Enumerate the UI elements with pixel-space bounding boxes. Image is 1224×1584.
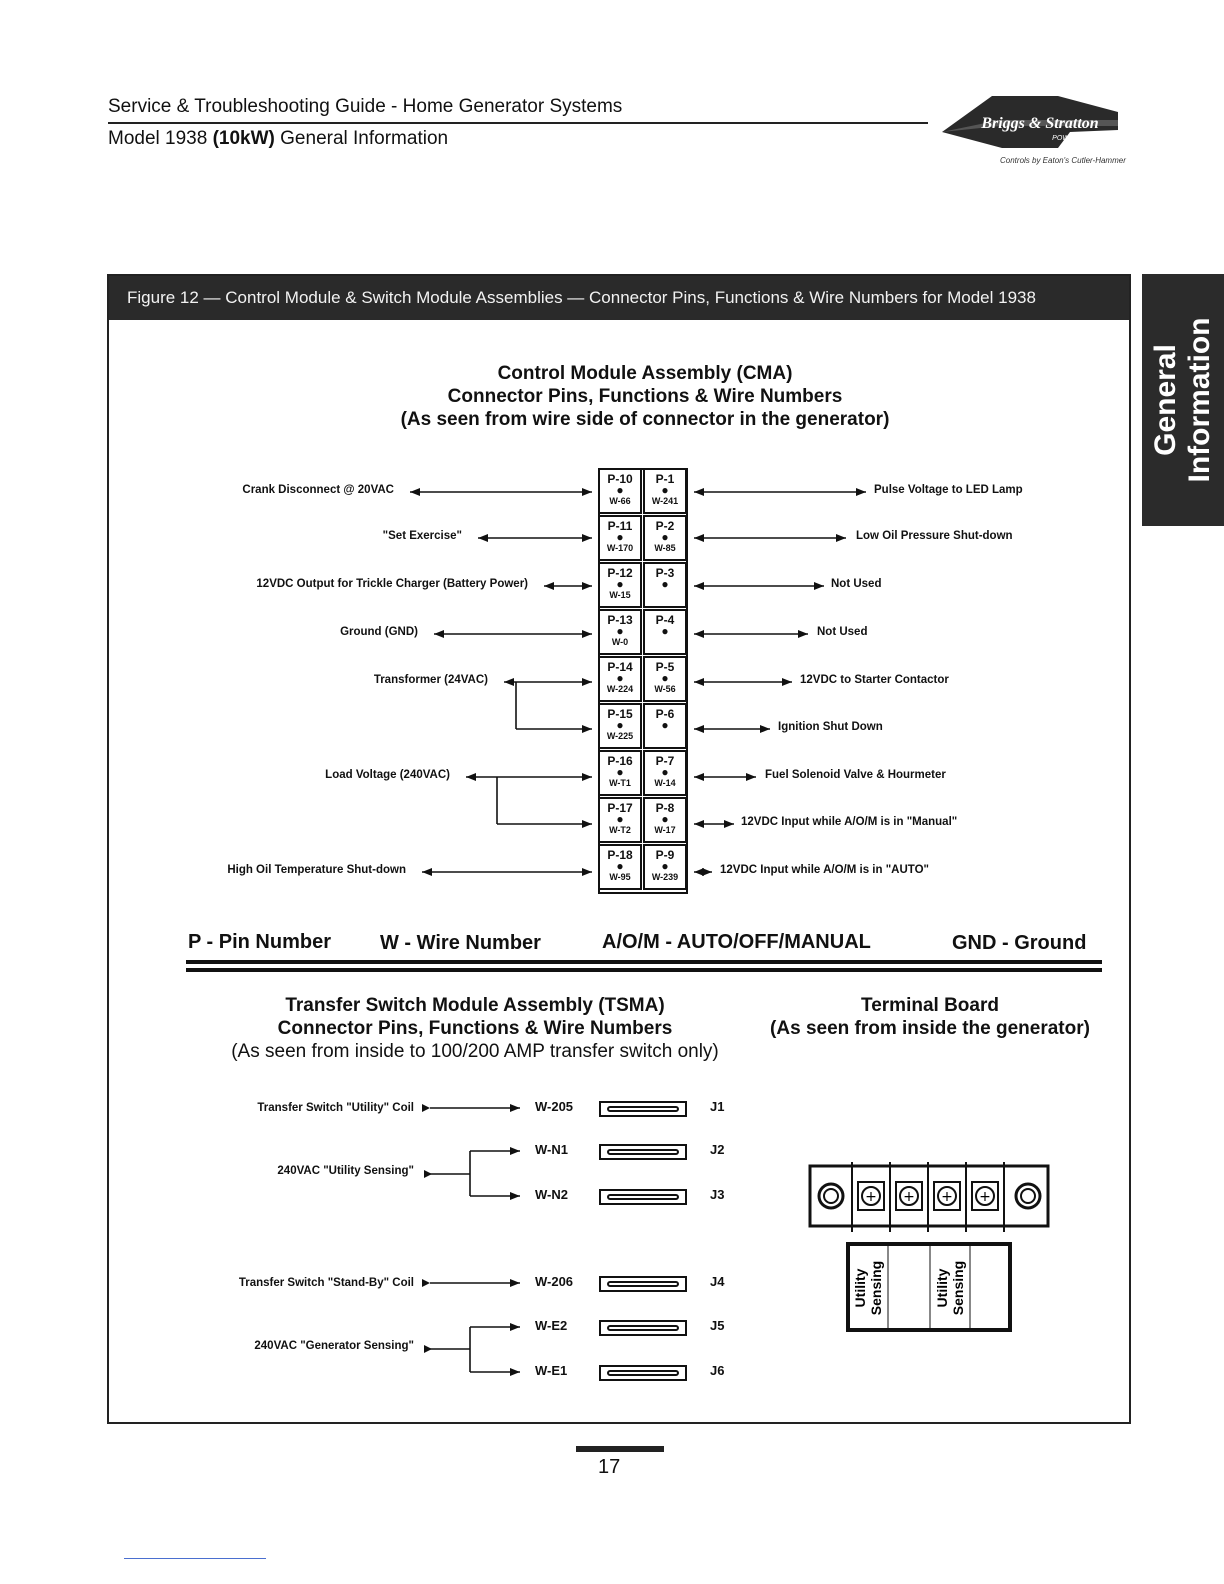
terminal-plus-3 (934, 1182, 960, 1210)
tsma-wire-number: W-205 (535, 1099, 574, 1114)
arrow-tail (422, 1279, 430, 1287)
pin-number: P-12 (607, 566, 633, 580)
pin-dot: ● (661, 718, 669, 732)
wire-number: W-14 (654, 778, 676, 788)
utility-sensing-2 (934, 1261, 966, 1315)
legend-pin: P - Pin Number (188, 931, 331, 953)
pin-dot: ● (661, 577, 669, 591)
terminal-plus-1 (858, 1182, 884, 1210)
cma-function-right: Pulse Voltage to LED Lamp (874, 484, 1023, 496)
pin-number: P-2 (655, 519, 675, 533)
pin-dot: ● (616, 530, 624, 544)
pin-dot: ● (661, 812, 669, 826)
pin-dot: ● (616, 577, 624, 591)
section-tab-line1: General (1149, 344, 1182, 456)
arrowhead (510, 1368, 520, 1376)
terminal-board (806, 1158, 1052, 1338)
svg-text:+: + (979, 1189, 991, 1205)
wire-number: W-170 (606, 543, 634, 553)
svg-text:Utility: Utility (934, 1268, 950, 1308)
page-number-bar (576, 1446, 664, 1452)
pin-number: P-5 (655, 660, 675, 674)
logo-text: Briggs & Stratton (981, 115, 1099, 132)
wire-number: W-239 (651, 872, 679, 882)
tsma-connector-slot (599, 1144, 687, 1160)
model-prefix: Model 1938 (108, 128, 213, 149)
arrowhead (510, 1279, 520, 1287)
wire-number: W-T2 (609, 825, 631, 835)
svg-text:+: + (941, 1189, 953, 1205)
utility-sensing-1 (852, 1261, 884, 1315)
terminal-board-title-line2: (As seen from inside the generator) (770, 1018, 1090, 1039)
page-number: 17 (598, 1456, 621, 1478)
terminal-board-title-line1: Terminal Board (861, 995, 999, 1016)
pin-number: P-8 (655, 801, 675, 815)
tsma-connector-slot (599, 1189, 687, 1205)
tsma-connector-slot (599, 1320, 687, 1336)
wire-number: W-224 (606, 684, 634, 694)
pin-number: P-18 (607, 848, 633, 862)
section-tab-line2: Information (1183, 317, 1216, 483)
tsma-jack-label: J5 (710, 1318, 725, 1333)
cma-title-line3: (As seen from wire side of connector in the generator) (400, 409, 890, 430)
pin-dot: ● (661, 530, 669, 544)
arrowhead (510, 1323, 520, 1331)
tsma-jack-label: J6 (710, 1363, 725, 1378)
svg-text:Sensing: Sensing (868, 1260, 884, 1316)
tsma-title-line2: Connector Pins, Functions & Wire Numbers (277, 1018, 673, 1039)
tsma-jack-label: J4 (710, 1274, 725, 1289)
arrowhead (510, 1104, 520, 1112)
header-guide-title: Service & Troubleshooting Guide - Home Generator Systems (108, 96, 623, 117)
cma-function-right: Fuel Solenoid Valve & Hourmeter (765, 769, 946, 781)
cma-function-left: "Set Exercise" (382, 530, 462, 542)
tsma-jack-label: J3 (710, 1187, 725, 1202)
cma-function-right: Not Used (831, 578, 882, 590)
legend-gnd: GND - Ground (952, 932, 1087, 954)
utility-coil-label: Transfer Switch "Utility" Coil (257, 1102, 414, 1114)
arrowhead (510, 1192, 520, 1200)
model-power: (10kW) (212, 128, 275, 149)
arrow-tail (422, 1104, 430, 1112)
generator-sensing-label: 240VAC "Generator Sensing" (254, 1340, 414, 1352)
tsma-title-line3: (As seen from inside to 100/200 AMP transfer switch only) (231, 1041, 719, 1062)
footer-link-rule (124, 1558, 266, 1559)
pin-dot: ● (661, 859, 669, 873)
cma-function-right: 12VDC Input while A/O/M is in "Manual" (741, 816, 958, 828)
tsma-connector-slot (599, 1101, 687, 1117)
cma-function-left: Load Voltage (240VAC) (325, 769, 450, 781)
svg-text:+: + (865, 1189, 877, 1205)
pin-number: P-9 (655, 848, 675, 862)
wire-number: W-T1 (609, 778, 631, 788)
pin-number: P-4 (655, 613, 675, 627)
pin-dot: ● (616, 765, 624, 779)
tsma-connector-slot (599, 1365, 687, 1381)
wire-number: W-241 (651, 496, 679, 506)
pin-number: P-14 (607, 660, 633, 674)
pin-dot: ● (616, 671, 624, 685)
cma-function-left: 12VDC Output for Trickle Charger (Battery Power) (256, 578, 528, 590)
pin-number: P-13 (607, 613, 633, 627)
cma-function-right: Not Used (817, 626, 868, 638)
wire-number: W-17 (654, 825, 676, 835)
tsma-connector-slot (599, 1276, 687, 1292)
figure-title: Figure 12 — Control Module & Switch Module Assemblies — Connector Pins, Functions & Wire Numbers for Model 1938 (109, 276, 1129, 320)
pin-number: P-11 (607, 519, 633, 533)
pin-number: P-1 (655, 472, 675, 486)
cma-function-right: 12VDC to Starter Contactor (800, 674, 949, 686)
cma-function-left: Crank Disconnect @ 20VAC (242, 484, 394, 496)
wire-number: W-15 (609, 590, 631, 600)
cma-title-line2: Connector Pins, Functions & Wire Numbers (447, 386, 843, 407)
arrowhead (510, 1147, 520, 1155)
tsma-jack-label: J1 (710, 1099, 725, 1114)
pin-dot: ● (661, 624, 669, 638)
pin-dot: ● (616, 812, 624, 826)
pin-dot: ● (661, 671, 669, 685)
logo-tagline: Controls by Eaton's Cutler-Hammer (1000, 156, 1126, 165)
pin-number: P-6 (655, 707, 675, 721)
cma-title-line1: Control Module Assembly (CMA) (497, 363, 793, 384)
legend-wire: W - Wire Number (380, 932, 541, 954)
cma-function-left: Transformer (24VAC) (373, 674, 488, 686)
wire-number: W-66 (609, 496, 631, 506)
wire-number: W-56 (654, 684, 676, 694)
tsma-wire-number: W-N1 (535, 1142, 568, 1157)
tsma-wire-number: W-E2 (535, 1318, 568, 1333)
tsma-wire-number: W-E1 (535, 1363, 568, 1378)
legend-aom: A/O/M - AUTO/OFF/MANUAL (602, 931, 871, 953)
cma-function-left: Ground (GND) (340, 626, 418, 638)
cma-function-right: Ignition Shut Down (778, 721, 883, 733)
svg-text:Utility: Utility (852, 1268, 868, 1308)
terminal-plus-4 (972, 1182, 998, 1210)
cma-function-right: 12VDC Input while A/O/M is in "AUTO" (720, 864, 929, 876)
cma-function-left: High Oil Temperature Shut-down (227, 864, 406, 876)
pin-dot: ● (661, 483, 669, 497)
terminal-plus-2 (896, 1182, 922, 1210)
tsma-jack-label: J2 (710, 1142, 725, 1157)
pin-dot: ● (616, 624, 624, 638)
cma-function-right: Low Oil Pressure Shut-down (856, 530, 1013, 542)
pin-number: P-15 (607, 707, 633, 721)
wire-number: W-95 (609, 872, 631, 882)
svg-text:+: + (903, 1189, 915, 1205)
pin-number: P-10 (607, 472, 633, 486)
wire-number: W-0 (611, 637, 629, 647)
wire-number: W-85 (654, 543, 676, 553)
svg-text:Sensing: Sensing (950, 1260, 966, 1316)
pin-number: P-17 (607, 801, 633, 815)
pin-dot: ● (616, 483, 624, 497)
pin-dot: ● (616, 859, 624, 873)
pin-number: P-16 (607, 754, 633, 768)
pin-dot: ● (661, 765, 669, 779)
pin-number: P-7 (655, 754, 675, 768)
logo-sub: POWER PRODUCTS (1052, 135, 1120, 142)
wire-number: W-225 (606, 731, 634, 741)
pin-dot: ● (616, 718, 624, 732)
standby-coil-label: Transfer Switch "Stand-By" Coil (238, 1277, 414, 1289)
tsma-title-line1: Transfer Switch Module Assembly (TSMA) (285, 995, 665, 1016)
model-suffix: General Information (274, 128, 449, 149)
tsma-wire-number: W-206 (535, 1274, 574, 1289)
pin-number: P-3 (655, 566, 675, 580)
tsma-wire-number: W-N2 (535, 1187, 568, 1202)
utility-sensing-label: 240VAC "Utility Sensing" (277, 1165, 414, 1177)
